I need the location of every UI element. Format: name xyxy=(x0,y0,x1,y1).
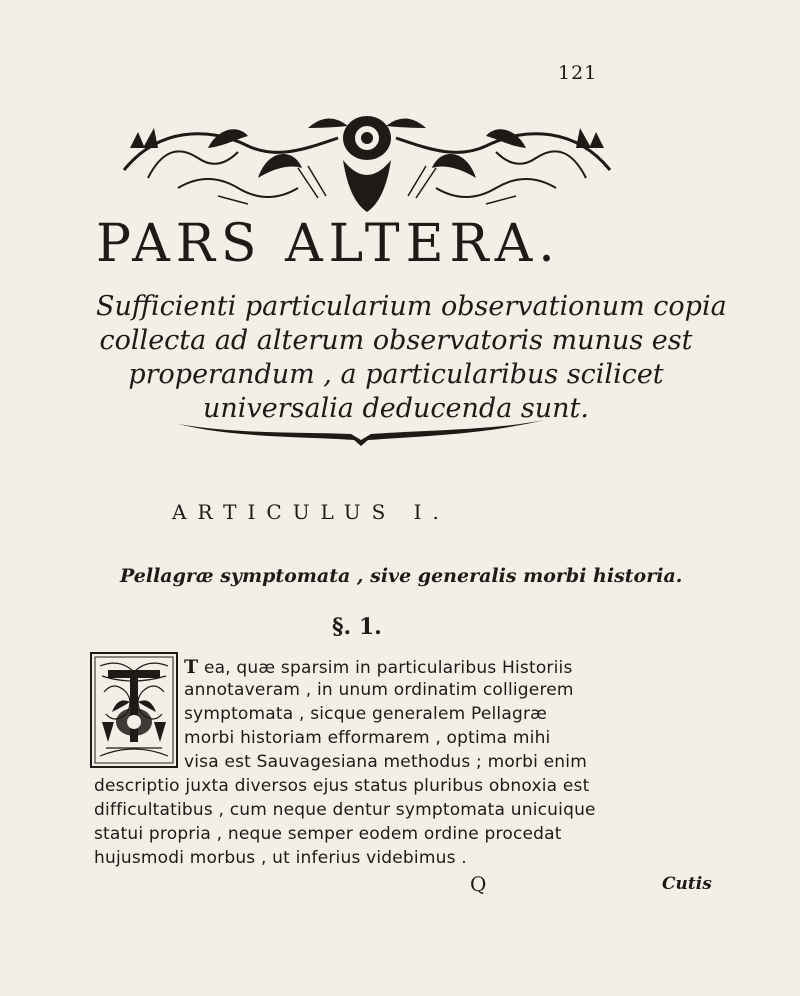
body-line: symptomata , sicque generalem Pellagræ xyxy=(184,704,548,724)
body-line: difficultatibus , cum neque dentur symptomata unicuique xyxy=(94,800,596,820)
intro-line: collecta ad alterum observatoris munus est xyxy=(99,325,693,356)
section-mark: §. 1. xyxy=(332,614,382,640)
body-line: descriptio juxta diversos ejus status pluribus obnoxia est xyxy=(94,776,590,796)
article-subtitle: Pellagræ symptomata , sive generalis morbi historia. xyxy=(120,565,683,587)
signature-mark: Q xyxy=(470,872,487,896)
body-line: statui propria , neque semper eodem ordine procedat xyxy=(94,824,562,844)
body-line: morbi historiam efformarem , optima mihi xyxy=(184,728,551,748)
body-line: hujusmodi morbus , ut inferius videbimus . xyxy=(94,848,467,868)
intro-text xyxy=(96,290,727,426)
ornamental-divider xyxy=(176,418,546,448)
body-line: annotaveram , in unum ordinatim colligerem xyxy=(184,680,574,700)
body-line: visa est Sauvagesiana methodus ; morbi enim xyxy=(184,752,587,772)
body-line xyxy=(184,656,573,678)
initial-letter: T xyxy=(184,656,199,678)
body-line-text: ea, quæ sparsim in particularibus Historiis xyxy=(203,658,573,678)
part-title: PARS ALTERA. xyxy=(96,214,561,274)
ornamental-headpiece xyxy=(118,108,616,216)
page-number: 121 xyxy=(558,62,598,84)
intro-line: Sufficienti particularium observationum copia xyxy=(96,291,727,322)
intro-line: properandum , a particularibus scilicet xyxy=(128,359,664,390)
intro-line: universalia deducenda sunt. xyxy=(203,393,589,424)
article-heading: ARTICULUS I. xyxy=(172,500,450,524)
catchword: Cutis xyxy=(662,874,712,894)
decorated-initial-icon xyxy=(90,652,178,768)
